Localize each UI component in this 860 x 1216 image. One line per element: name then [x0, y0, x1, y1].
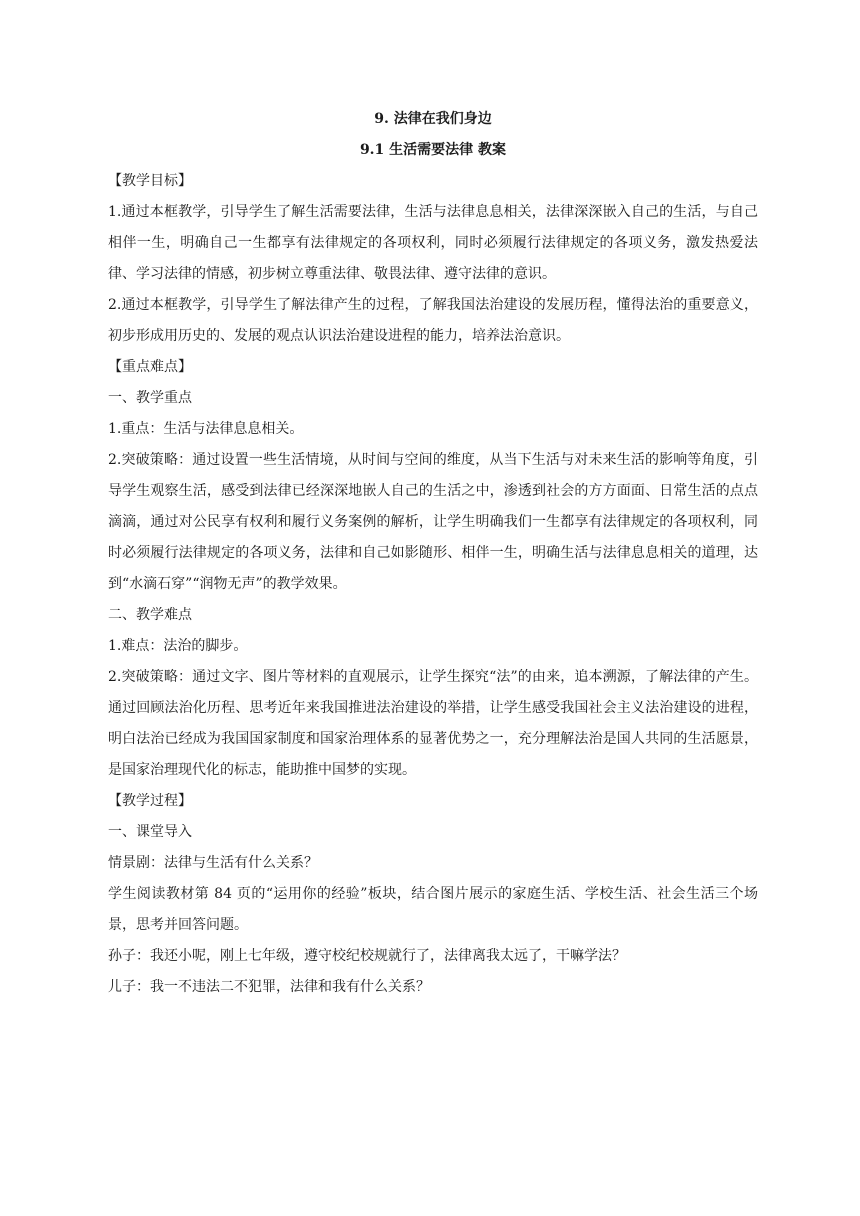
document-title: 9. 法律在我们身边	[374, 111, 492, 127]
subheading-teaching-difficulty: 二、教学难点	[108, 607, 192, 623]
subheading-introduction: 一、课堂导入	[108, 824, 192, 840]
process-paragraph-1: 情景剧：法律与生活有什么关系？	[108, 855, 318, 871]
section-heading-process: 【教学过程】	[108, 793, 192, 809]
difficulty-paragraph-2: 2.突破策略：通过文字、图片等材料的直观展示，让学生探究“法”的由来，追本溯源，了解法律的产生。通过回顾法治化历程、思考近年来我国推进法治建设的举措，让学生感受我国社会主义法治建设的进程，明白法治已经成为我国国家制度和国家治理体系的显著优势之一，充分理解法治是国人共同的生活愿景，是国家治理现代化的标志，能助推中国梦的实现。	[108, 669, 758, 778]
document-subtitle: 9.1 生活需要法律 教案	[359, 142, 507, 158]
document-body	[108, 104, 758, 1003]
objective-paragraph-2: 2.通过本框教学，引导学生了解法律产生的过程，了解我国法治建设的发展历程，懂得法治的重要意义，初步形成用历史的、发展的观点认识法治建设进程的能力，培养法治意识。	[108, 297, 758, 344]
focus-paragraph-2: 2.突破策略：通过设置一些生活情境，从时间与空间的维度，从当下生活与对未来生活的影响等角度，引导学生观察生活，感受到法律已经深深地嵌人自己的生活之中，渗透到社会的方方面面、日常生活的点点滴滴，通过对公民享有权利和履行义务案例的解析，让学生明确我们一生都享有法律规定的各项权利，同时必须履行法律规定的各项义务，法律和自己如影随形、相伴一生，明确生活与法律息息相关的道理，达到“水滴石穿”“润物无声”的教学效果。	[108, 452, 758, 592]
focus-paragraph-1: 1.重点：生活与法律息息相关。	[108, 421, 304, 437]
section-heading-objectives: 【教学目标】	[108, 173, 192, 189]
difficulty-paragraph-1: 1.难点：法治的脚步。	[108, 638, 248, 654]
section-heading-key-points: 【重点难点】	[108, 359, 192, 375]
process-paragraph-2: 学生阅读教材第 84 页的“运用你的经验”板块，结合图片展示的家庭生活、学校生活、社会生活三个场景，思考并回答问题。	[108, 886, 758, 933]
process-paragraph-4: 儿子：我一不违法二不犯罪，法律和我有什么关系？	[108, 979, 430, 995]
process-paragraph-3: 孙子：我还小呢，刚上七年级，遵守校纪校规就行了，法律离我太远了，干嘛学法？	[108, 948, 626, 964]
objective-paragraph-1: 1.通过本框教学，引导学生了解生活需要法律，生活与法律息息相关，法律深深嵌入自己的生活，与自己相伴一生，明确自己一生都享有法律规定的各项权利，同时必须履行法律规定的各项义务，激发热爱法律、学习法律的情感，初步树立尊重法律、敬畏法律、遵守法律的意识。	[108, 204, 758, 282]
subheading-teaching-focus: 一、教学重点	[108, 390, 192, 406]
